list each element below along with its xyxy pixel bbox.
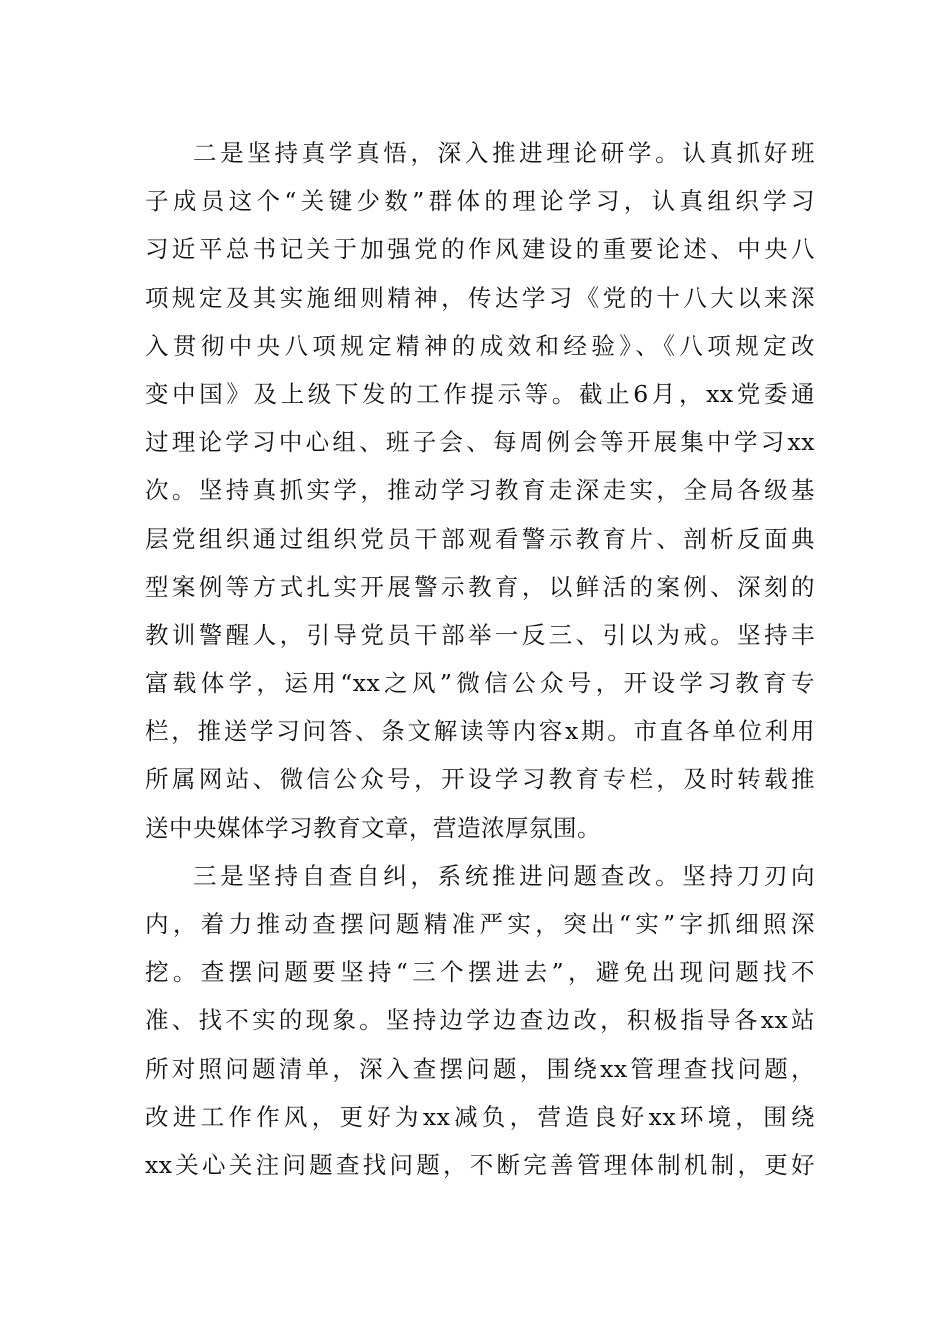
text-line: 三是坚持自查自纠，系统推进问题查改。坚持刀刃向 bbox=[193, 861, 815, 890]
text-line: 准、找不实的现象。坚持边学边查边改，积极指导各xx站 bbox=[145, 1006, 815, 1035]
text-line: 层党组织通过组织党员干部观看警示教育片、剖析反面典 bbox=[145, 524, 815, 553]
text-line: 改进工作作风，更好为xx减负，营造良好xx环境，围绕 bbox=[145, 1102, 815, 1131]
text-line: 型案例等方式扎实开展警示教育，以鲜活的案例、深刻的 bbox=[145, 572, 815, 601]
text-line: 栏，推送学习问答、条文解读等内容x期。市直各单位利用 bbox=[145, 717, 815, 746]
text-line: 子成员这个“关键少数”群体的理论学习，认真组织学习 bbox=[145, 187, 815, 216]
text-line: 富载体学，运用“xx之风”微信公众号，开设学习教育专 bbox=[145, 669, 815, 698]
text-line: 教训警醒人，引导党员干部举一反三、引以为戒。坚持丰 bbox=[145, 620, 815, 649]
text-line: 习近平总书记关于加强党的作风建设的重要论述、中央八 bbox=[145, 235, 815, 264]
text-line: 送中央媒体学习教育文章，营造浓厚氛围。 bbox=[145, 813, 601, 842]
text-line: 变中国》及上级下发的工作提示等。截止6月，xx党委通 bbox=[145, 379, 815, 408]
text-line: 内，着力推动查摆问题精准严实，突出“实”字抓细照深 bbox=[145, 910, 815, 938]
text-line: 所对照问题清单，深入查摆问题，围绕xx管理查找问题， bbox=[145, 1054, 815, 1083]
text-line: 二是坚持真学真悟，深入推进理论研学。认真抓好班 bbox=[193, 139, 815, 167]
text-line: 次。坚持真抓实学，推动学习教育走深走实，全局各级基 bbox=[145, 476, 815, 505]
text-line: 挖。查摆问题要坚持“三个摆进去”，避免出现问题找不 bbox=[145, 958, 815, 987]
paragraph-self-inspection bbox=[145, 852, 815, 1189]
text-line: 项规定及其实施细则精神，传达学习《党的十八大以来深 bbox=[145, 283, 815, 312]
text-line: 所属网站、微信公众号，开设学习教育专栏，及时转载推 bbox=[145, 765, 815, 794]
text-line: 入贯彻中央八项规定精神的成效和经验》、《八项规定改 bbox=[145, 331, 815, 360]
text-line: 过理论学习中心组、班子会、每周例会等开展集中学习xx bbox=[145, 428, 815, 457]
text-line: xx关心关注问题查找问题，不断完善管理体制机制，更好 bbox=[145, 1150, 815, 1179]
paragraph-study bbox=[145, 129, 815, 852]
document-body bbox=[145, 129, 815, 1189]
